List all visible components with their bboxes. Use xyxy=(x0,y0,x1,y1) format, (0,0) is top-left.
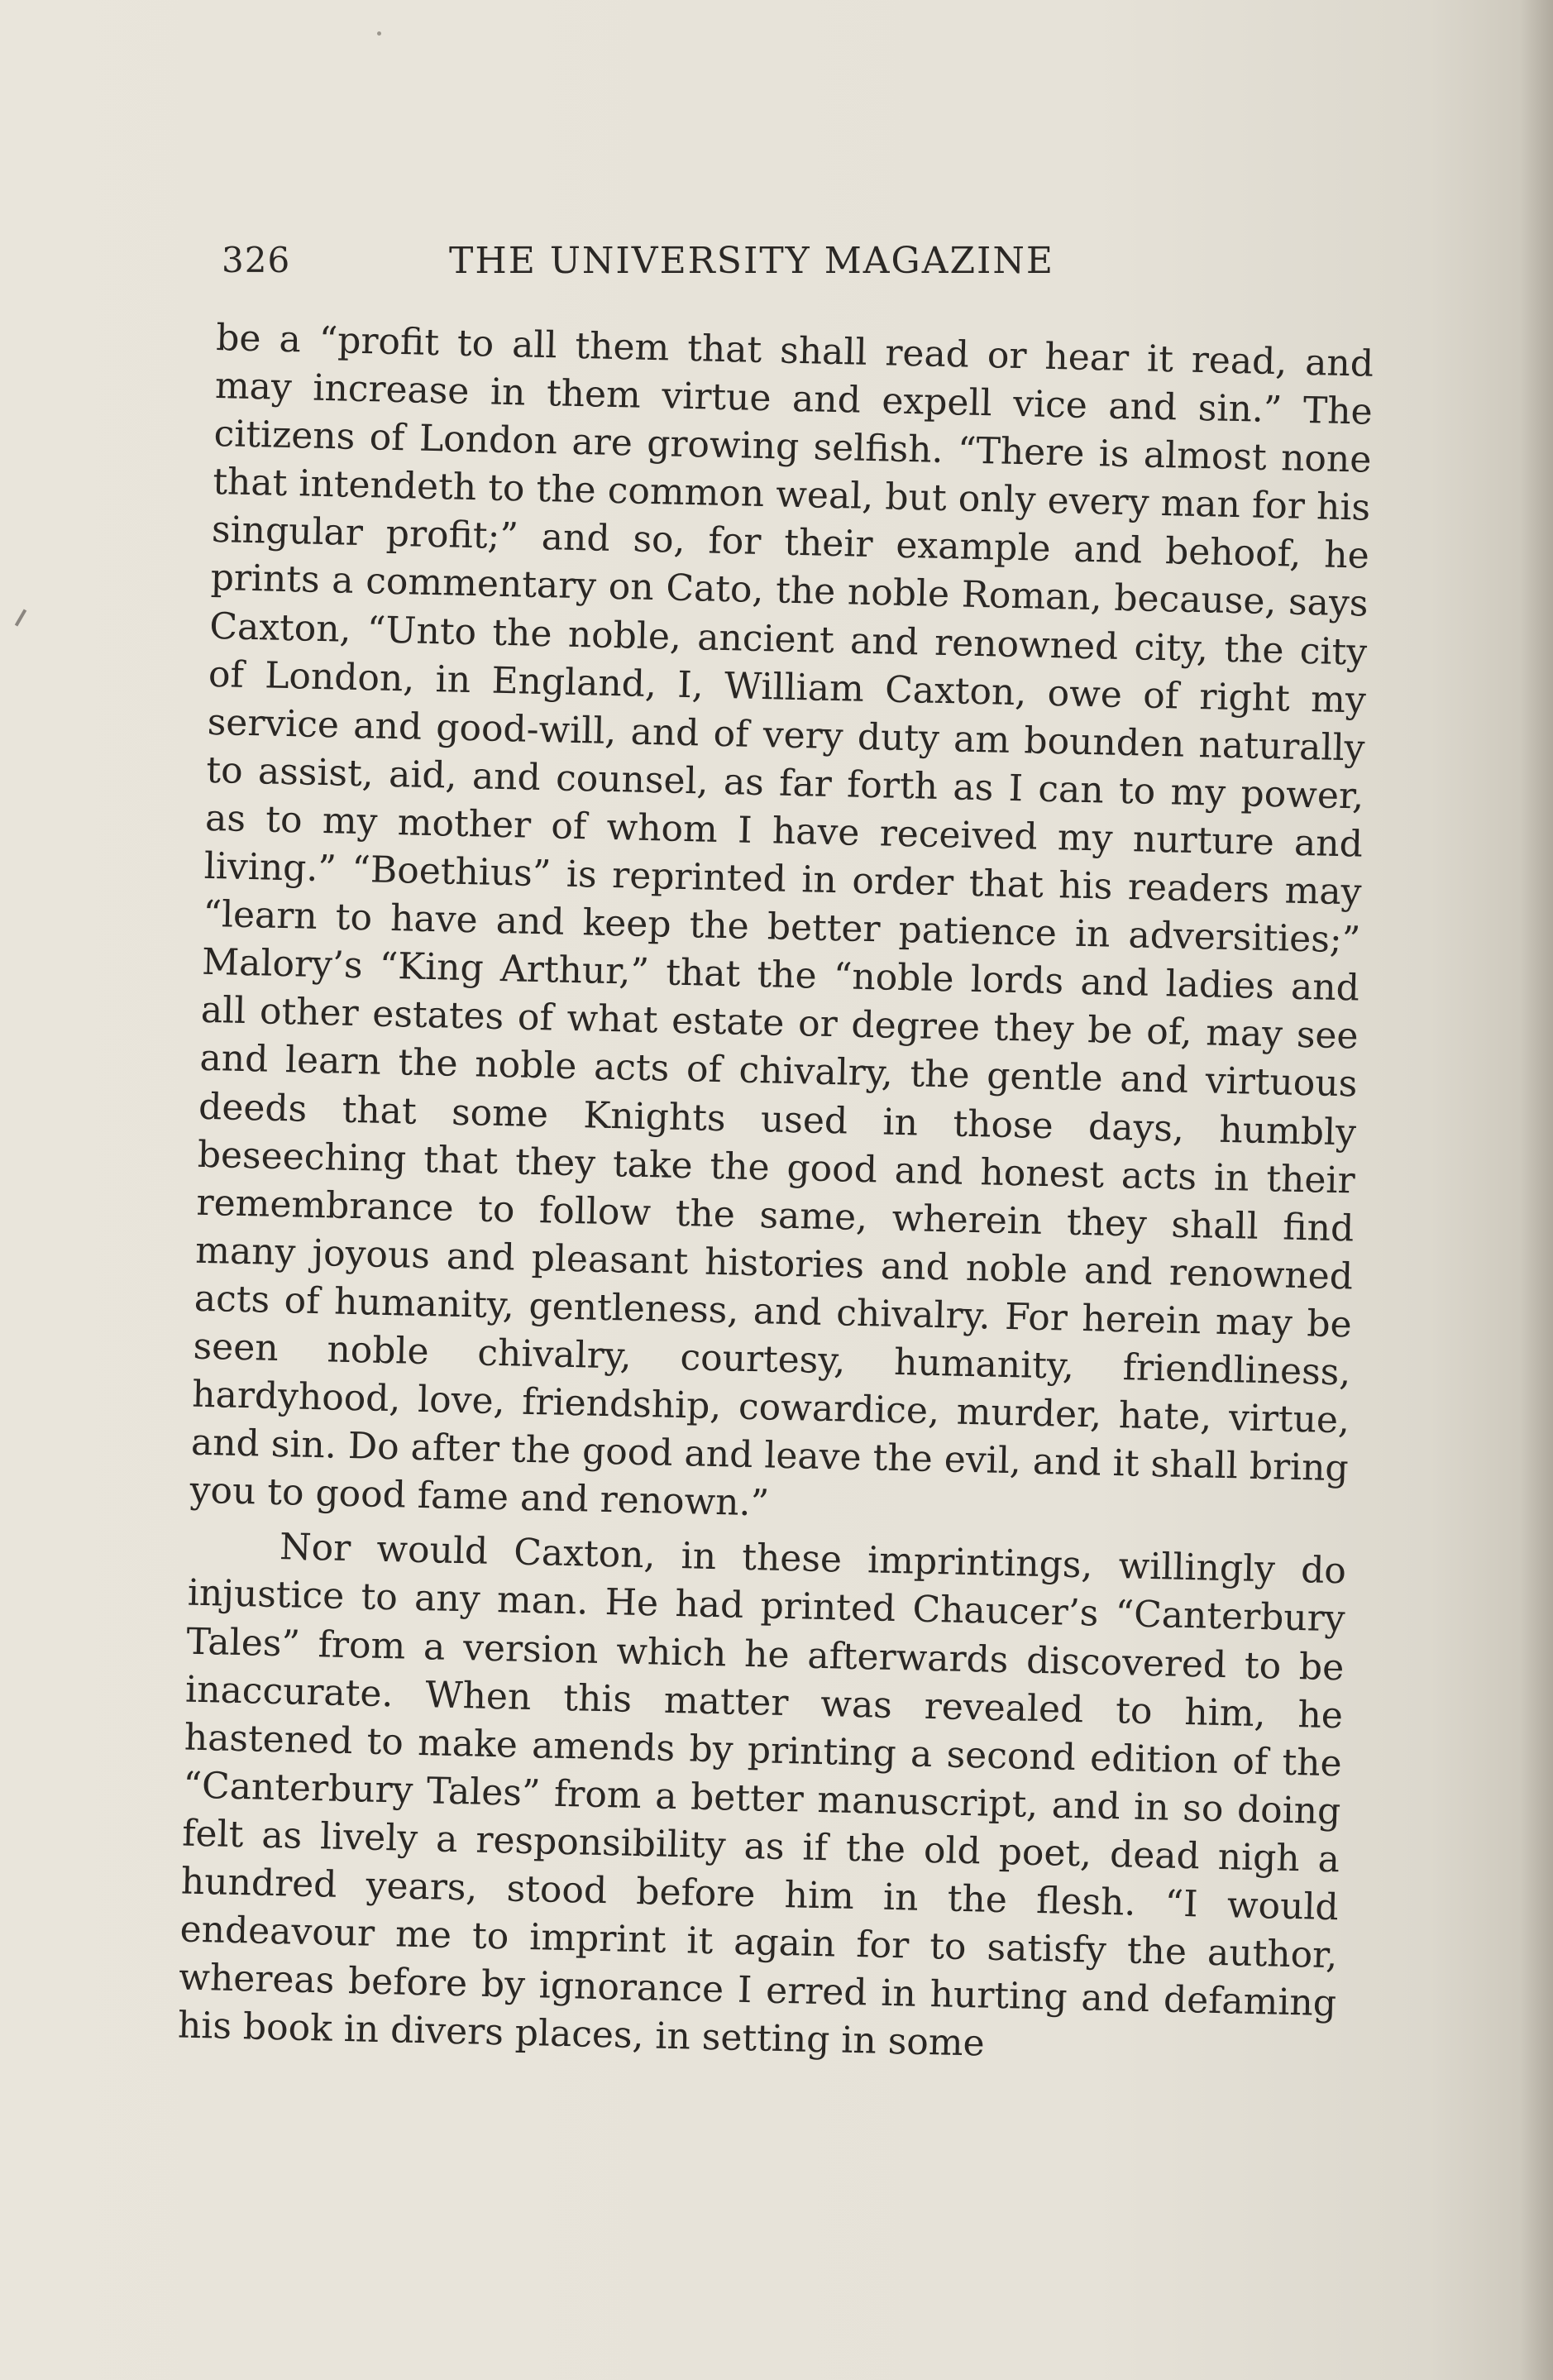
body-text xyxy=(177,314,1374,2077)
page-header xyxy=(222,232,1123,298)
page-number: 326 xyxy=(222,240,291,280)
margin-pencil-mark xyxy=(15,609,26,626)
paragraph-2: Nor would Caxton, in these imprintings, willingly do injustice to any man. He had printed Chaucer’s “Canterbury Tales” from a version which he afterwards discovered to be inaccurate. When this matter was revealed to him, he hastened to make amends by printing a second edition of the “Canterbury Tales” from a better manuscript, and in so doing felt as lively a responsibility as if the old poet, dead nigh a hundred years, stood before him in the flesh. “I would endeavour me to imprint it again for to satisfy the author, whereas before by ignorance I erred in hurting and defaming his book in divers places, in setting in some xyxy=(177,1526,1347,2065)
paper-speck xyxy=(377,31,381,36)
paragraph-1: be a “profit to all them that shall read or hear it read, and may increase in them virtue and expell vice and sin.” The citizens of London are growing selfish. “There is almost none that intendeth to the common weal, but only every man for his singular profit;” and so, for their example and behoof, he prints a commentary on Cato, the noble Roman, because, says Caxton, “Unto the noble, ancient and renowned city, the city of London, in England, I, William Caxton, owe of right my service and good-will, and of very duty am bounden naturally to assist, aid, and counsel, as far forth as I can to my power, as to my mother of whom I have received my nurture and living.” “Boethius” is reprinted in order that his readers may “learn to have and keep the better patience in adversities;” Malory’s “King Arthur,” that the “noble lords and ladies and all other estates of what estate or degree they be of, may see and learn the noble acts of chivalry, the gentle and virtuous deeds that some Knights used in those days, humbly beseeching that they take the good and honest acts in their remembrance to follow the same, wherein they shall find many joyous and pleasant histories and noble and renowned acts of humanity, gentleness, and chivalry. For herein may be seen noble chivalry, courtesy, humanity, friendliness, hardyhood, love, friendship, cowardice, murder, hate, virtue, and sin. Do after the good and leave the evil, and it shall bring you to good fame and renown.” xyxy=(189,316,1374,1525)
running-title: THE UNIVERSITY MAGAZINE xyxy=(449,240,1055,282)
page-gutter-shadow xyxy=(1520,0,1553,2380)
